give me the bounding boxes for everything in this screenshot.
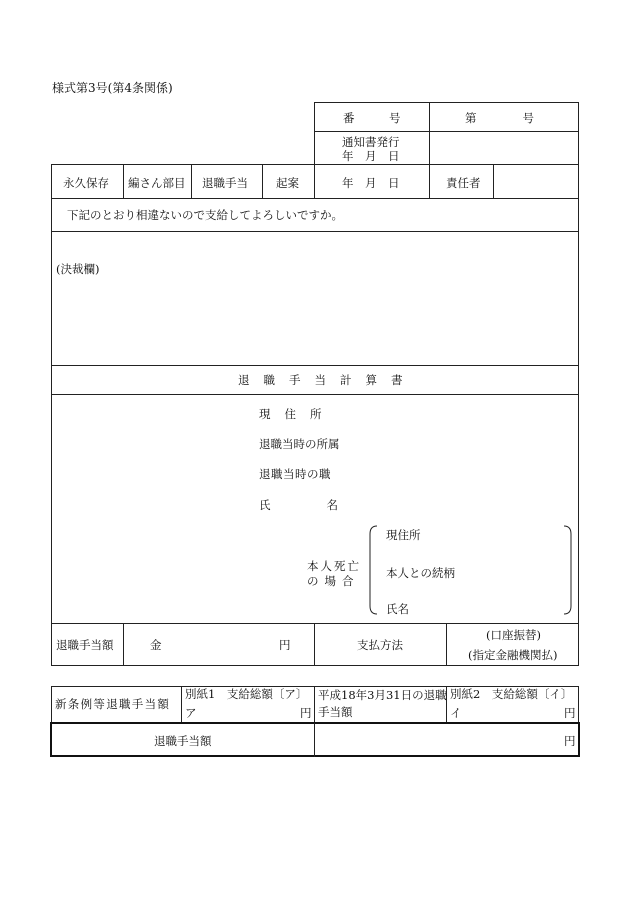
form-title: 様式第3号(第4条関係)	[52, 81, 173, 95]
new-rule-amount-label: 新条例等退職手当額	[55, 697, 171, 711]
request-text: 下記のとおり相違ないので支給してよろしいですか。	[67, 208, 343, 222]
dept-label: 退職当時の所属	[259, 437, 340, 451]
rule	[191, 164, 192, 198]
value-i-label: イ	[450, 706, 462, 720]
rule	[181, 686, 182, 722]
rule	[314, 131, 579, 132]
value-a-yen: 円	[300, 706, 312, 720]
allowance-amount-label: 退職手当額	[56, 638, 114, 652]
rule	[51, 198, 579, 199]
rule	[429, 102, 430, 198]
rule	[493, 164, 494, 198]
death-case-label-2: の場合	[307, 574, 360, 588]
address-label: 現住所	[259, 407, 336, 421]
retirement-allowance-cell: 退職手当	[202, 176, 248, 190]
rule	[123, 623, 124, 665]
value-i-yen: 円	[564, 706, 576, 720]
rule	[51, 365, 579, 366]
death-address-label: 現住所	[386, 528, 421, 542]
rule	[446, 623, 447, 665]
rule	[51, 623, 579, 624]
number-label: 番 号	[343, 111, 401, 125]
payment-method-label: 支払方法	[357, 638, 403, 652]
rule	[51, 665, 579, 666]
yen-label: 円	[279, 638, 291, 652]
value-a-label: ア	[185, 706, 197, 720]
left-bracket-icon	[364, 525, 380, 615]
death-case-label: 本人死亡	[307, 559, 361, 573]
rule	[51, 164, 52, 665]
notice-issue-label: 通知書発行	[342, 135, 400, 149]
editor-category: 編さん部目	[128, 176, 186, 190]
h18-allowance-label-2: 手当額	[318, 705, 353, 719]
account-transfer: (口座振替)	[486, 628, 541, 642]
rule	[314, 102, 579, 103]
kin-label: 金	[150, 638, 162, 652]
rule	[578, 102, 579, 665]
attachment1-total: 別紙1 支給総額〔ア〕	[185, 687, 308, 701]
decision-field-label: (決裁欄)	[56, 262, 100, 276]
rule	[51, 164, 579, 165]
draft-label: 起案	[276, 176, 299, 190]
total-yen: 円	[564, 734, 576, 748]
rule	[314, 102, 315, 198]
attachment2-total: 別紙2 支給総額〔イ〕	[450, 687, 573, 701]
total-row-box	[50, 722, 580, 757]
rule	[578, 686, 579, 722]
rule	[314, 686, 315, 722]
relation-label: 本人との続柄	[386, 566, 455, 580]
rule	[51, 231, 579, 232]
rule	[51, 394, 579, 395]
rule	[51, 686, 52, 722]
rule	[314, 723, 315, 757]
death-name-label: 氏名	[386, 602, 409, 616]
right-bracket-icon	[562, 525, 578, 615]
calc-sheet-title: 退職手当計算書	[238, 373, 417, 387]
notice-issue-date: 年 月 日	[342, 149, 400, 163]
h18-allowance-label: 平成18年3月31日の退職	[318, 688, 447, 702]
permanent-storage: 永久保存	[63, 176, 109, 190]
rule	[262, 164, 263, 198]
rule	[123, 164, 124, 198]
position-label: 退職当時の職	[259, 467, 331, 481]
designated-bank: (指定金融機関払)	[468, 648, 558, 662]
rule	[314, 623, 315, 665]
name-label: 氏名	[259, 498, 394, 512]
draft-date: 年 月 日	[342, 176, 400, 190]
number-value: 第 号	[465, 111, 534, 125]
responsible-person: 責任者	[446, 176, 481, 190]
total-allowance-label: 退職手当額	[154, 734, 212, 748]
